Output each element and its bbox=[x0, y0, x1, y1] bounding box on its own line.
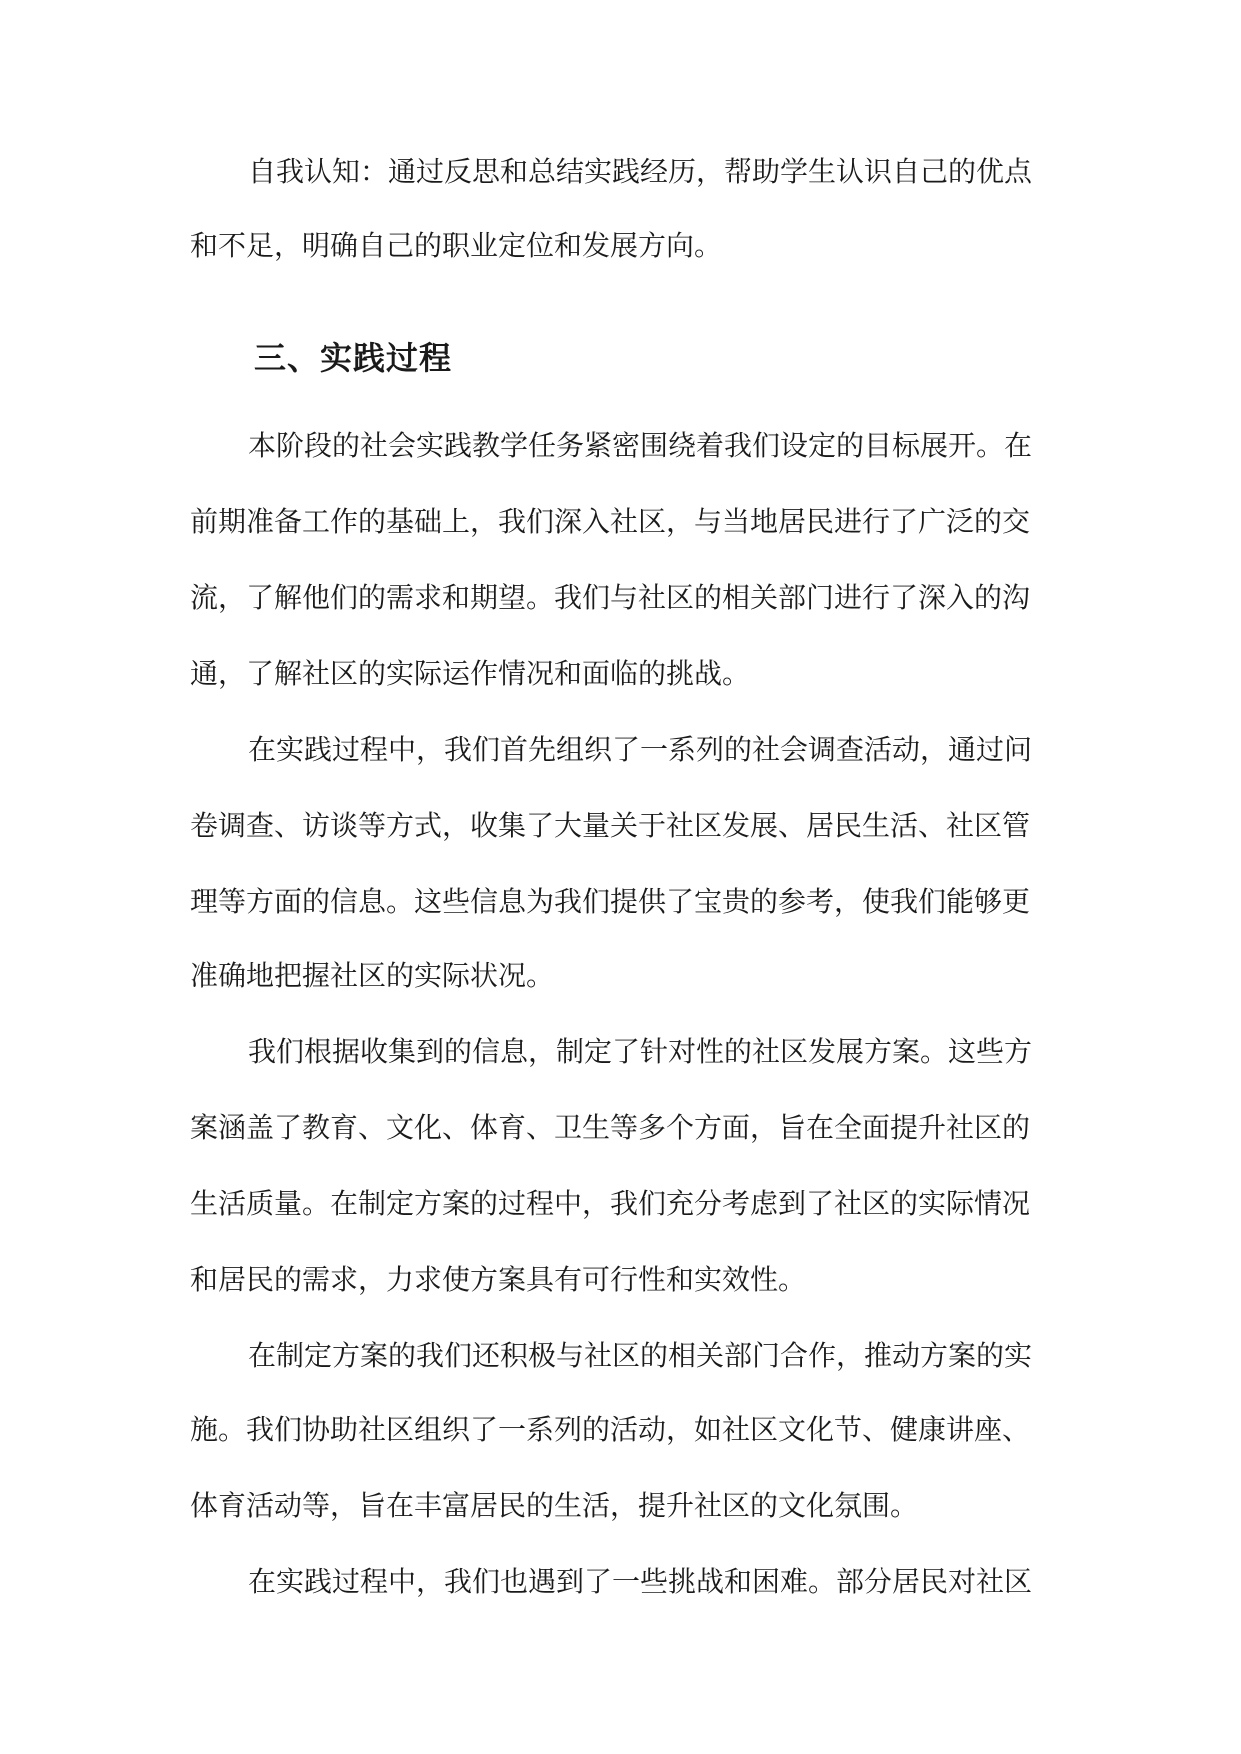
paragraph-4-line-2: 施。我们协助社区组织了一系列的活动，如社区文化节、健康讲座、 bbox=[190, 1413, 1031, 1446]
section-heading: 三、实践过程 bbox=[254, 339, 453, 377]
paragraph-1-line-4: 通，了解社区的实际运作情况和面临的挑战。 bbox=[190, 657, 751, 690]
paragraph-self-awareness-line-1: 自我认知：通过反思和总结实践经历，帮助学生认识自己的优点 bbox=[248, 155, 1033, 188]
paragraph-self-awareness-line-2: 和不足，明确自己的职业定位和发展方向。 bbox=[190, 229, 723, 262]
paragraph-2-line-2: 卷调查、访谈等方式，收集了大量关于社区发展、居民生活、社区管 bbox=[190, 809, 1031, 842]
paragraph-3-line-3: 生活质量。在制定方案的过程中，我们充分考虑到了社区的实际情况 bbox=[190, 1187, 1031, 1220]
paragraph-3-line-1: 我们根据收集到的信息，制定了针对性的社区发展方案。这些方 bbox=[248, 1035, 1033, 1068]
paragraph-4-line-1: 在制定方案的我们还积极与社区的相关部门合作，推动方案的实 bbox=[248, 1339, 1033, 1372]
paragraph-3-line-4: 和居民的需求，力求使方案具有可行性和实效性。 bbox=[190, 1263, 807, 1296]
paragraph-4-line-3: 体育活动等，旨在丰富居民的生活，提升社区的文化氛围。 bbox=[190, 1489, 919, 1522]
paragraph-1-line-2: 前期准备工作的基础上，我们深入社区，与当地居民进行了广泛的交 bbox=[190, 505, 1031, 538]
paragraph-2-line-1: 在实践过程中，我们首先组织了一系列的社会调查活动，通过问 bbox=[248, 733, 1033, 766]
paragraph-5-line-1: 在实践过程中，我们也遇到了一些挑战和困难。部分居民对社区 bbox=[248, 1565, 1033, 1598]
paragraph-3-line-2: 案涵盖了教育、文化、体育、卫生等多个方面，旨在全面提升社区的 bbox=[190, 1111, 1031, 1144]
paragraph-2-line-4: 准确地把握社区的实际状况。 bbox=[190, 959, 555, 992]
paragraph-2-line-3: 理等方面的信息。这些信息为我们提供了宝贵的参考，使我们能够更 bbox=[190, 885, 1031, 918]
paragraph-1-line-1: 本阶段的社会实践教学任务紧密围绕着我们设定的目标展开。在 bbox=[248, 429, 1033, 462]
paragraph-1-line-3: 流，了解他们的需求和期望。我们与社区的相关部门进行了深入的沟 bbox=[190, 581, 1031, 614]
